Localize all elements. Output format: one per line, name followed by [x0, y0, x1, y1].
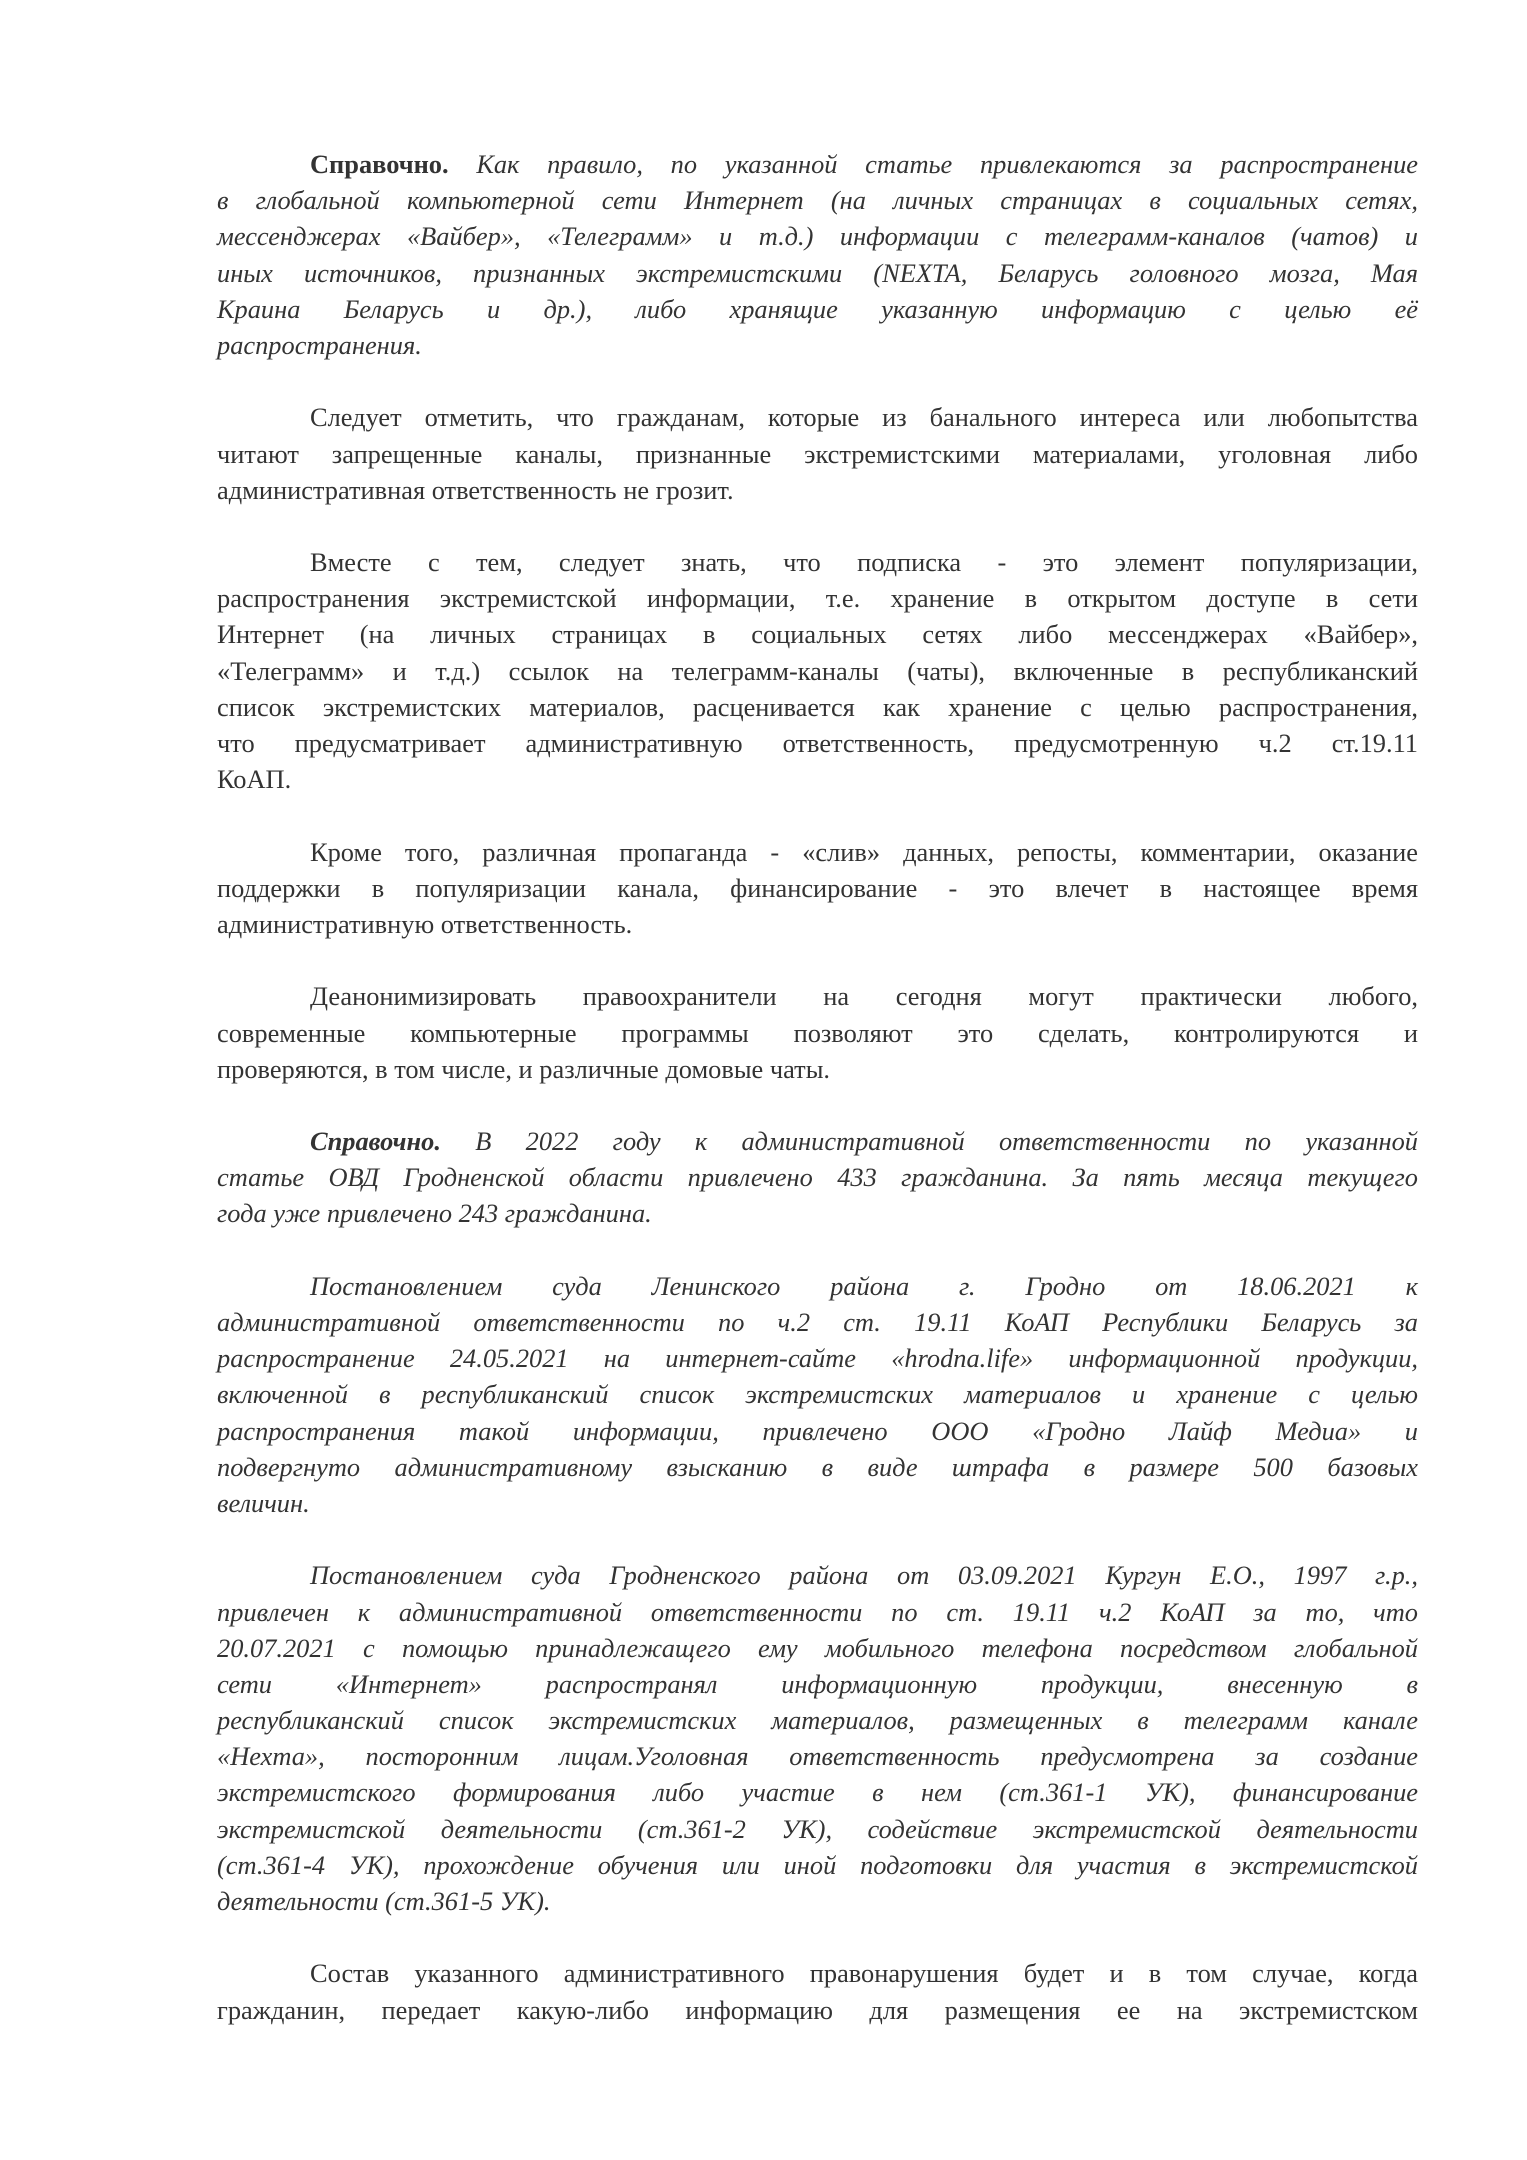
paragraph-reference-note-2-statistics: [217, 1123, 1418, 1232]
text-line: [217, 1847, 1418, 1883]
text-line-content: [217, 1340, 1418, 1376]
text-line: [217, 906, 1418, 942]
text-segment: величин.: [217, 1487, 310, 1518]
paragraph-no-liability-for-reading: [217, 399, 1418, 508]
text-line: [217, 1304, 1418, 1340]
text-line-content: [217, 689, 1418, 725]
paragraph-offense-composition: [217, 1955, 1418, 2027]
text-segment: распространение 24.05.2021 на интернет-сайте «hrodna.life» информационной продукции,: [217, 1343, 1418, 1374]
text-line: [217, 834, 1418, 870]
text-line-content: [217, 1413, 1418, 1449]
text-line-content: [217, 218, 1418, 254]
text-line: [217, 1340, 1418, 1376]
text-line-content: [310, 1268, 1418, 1304]
text-segment: административную ответственность.: [217, 908, 633, 939]
text-segment: распространения экстремистской информации, т.е. хранение в открытом доступе в сети: [217, 583, 1418, 614]
text-line-content: [217, 616, 1418, 652]
text-line: [217, 472, 1418, 508]
text-line: [217, 1268, 1418, 1304]
paragraph-reference-note-1: [217, 146, 1418, 363]
text-line-content: [310, 399, 1418, 435]
text-line-content: [217, 182, 1418, 218]
text-segment: привлечен к административной ответственности по ст. 19.11 ч.2 КоАП за то, что: [217, 1596, 1418, 1627]
text-segment: список экстремистских материалов, расценивается как хранение с целью распространения,: [217, 691, 1418, 722]
bold-lead-label: Справочно.: [310, 149, 449, 179]
text-segment: проверяются, в том числе, и различные домовые чаты.: [217, 1053, 831, 1084]
text-line: [217, 653, 1418, 689]
text-segment: Интернет (на личных страницах в социальных сетях либо мессенджерах «Вайбер»,: [217, 619, 1418, 650]
text-line-content: [310, 1557, 1418, 1593]
text-line-content: [217, 472, 1418, 508]
text-line-content: [217, 1774, 1418, 1810]
text-segment: Краина Беларусь и др.), либо хранящие указанную информацию с целью её: [217, 293, 1418, 324]
text-line-content: [217, 653, 1418, 689]
text-line: [217, 870, 1418, 906]
text-line-content: [217, 1304, 1418, 1340]
text-line-content: [217, 1051, 1418, 1087]
text-line-content: [217, 1702, 1418, 1738]
text-line-content: [217, 1485, 1418, 1521]
text-line-content: [217, 725, 1418, 761]
text-segment: распространения.: [217, 329, 422, 360]
text-line: [217, 218, 1418, 254]
text-line-content: [217, 436, 1418, 472]
text-line-content: [217, 761, 1418, 797]
text-segment: Как правило, по указанной статье привлекаются за распространение: [448, 149, 1418, 179]
paragraph-case-kurgun-and-criminal-liability: [217, 1557, 1418, 1919]
text-segment: Вместе с тем, следует знать, что подписка - это элемент популяризации,: [310, 547, 1418, 578]
text-segment: (ст.361-4 УК), прохождение обучения или иной подготовки для участия в экстремистской: [217, 1849, 1418, 1880]
text-segment: экстремистского формирования либо участие в нем (ст.361-1 УК), финансирование: [217, 1777, 1418, 1808]
text-line-content: [217, 255, 1418, 291]
text-line: [217, 1992, 1418, 2028]
text-line: [217, 761, 1418, 797]
text-segment: КоАП.: [217, 764, 292, 795]
text-line: [217, 1774, 1418, 1810]
text-segment: административная ответственность не грозит.: [217, 474, 734, 505]
document-body: [217, 146, 1418, 2064]
text-line: [217, 616, 1418, 652]
text-segment: сети «Интернет» распространял информационную продукции, внесенную в: [217, 1668, 1418, 1699]
text-line-content: [217, 1811, 1418, 1847]
text-segment: что предусматривает административную ответственность, предусмотренную ч.2 ст.19.11: [217, 728, 1418, 758]
text-line-content: [217, 1159, 1418, 1195]
text-line: [217, 1702, 1418, 1738]
text-line-content: [217, 1449, 1418, 1485]
text-line: [217, 255, 1418, 291]
text-line-content: [217, 1738, 1418, 1774]
text-line-content: [217, 906, 1418, 942]
text-line-content: [217, 291, 1418, 327]
text-line: [217, 1485, 1418, 1521]
text-line: [217, 1376, 1418, 1412]
text-segment: включенной в республиканский список экстремистских материалов и хранение с целью: [217, 1379, 1418, 1410]
text-line-content: [217, 870, 1418, 906]
text-segment: распространения такой информации, привлечено ООО «Гродно Лайф Медиа» и: [217, 1415, 1418, 1446]
text-line-content: [217, 580, 1418, 616]
text-line: [217, 1738, 1418, 1774]
text-line: [217, 1449, 1418, 1485]
text-segment: Состав указанного административного правонарушения будет и в том случае, когда: [310, 1958, 1418, 1989]
text-segment: Деанонимизировать правоохранители на сегодня могут практически любого,: [310, 981, 1418, 1012]
text-segment: Постановлением суда Гродненского района от 03.09.2021 Кургун Е.О., 1997 г.р.,: [310, 1560, 1418, 1591]
text-line-content: [217, 1594, 1418, 1630]
text-line: [217, 182, 1418, 218]
bold-lead-label: Справочно.: [310, 1126, 441, 1157]
text-line: [217, 580, 1418, 616]
text-line: [217, 1955, 1418, 1991]
text-line-content: [217, 1630, 1418, 1666]
text-line: [217, 1666, 1418, 1702]
text-segment: «Телеграмм» и т.д.) ссылок на телеграмм-каналы (чаты), включенные в республиканский: [217, 655, 1418, 686]
paragraph-deanonymization: [217, 978, 1418, 1087]
text-segment: в глобальной компьютерной сети Интернет (на личных страницах в социальных сетях,: [217, 185, 1418, 216]
text-segment: года уже привлечено 243 гражданина.: [217, 1198, 652, 1229]
text-segment: деятельности (ст.361-5 УК).: [217, 1886, 551, 1916]
text-line: [217, 1051, 1418, 1087]
text-line-content: [217, 1666, 1418, 1702]
text-segment: Следует отметить, что гражданам, которые из банального интереса или любопытства: [310, 402, 1418, 433]
text-line: [217, 1883, 1418, 1919]
text-line-content: [310, 146, 1418, 182]
text-line-content: [310, 834, 1418, 870]
text-line: [217, 1630, 1418, 1666]
text-line-content: [217, 1847, 1418, 1883]
text-line: [217, 1413, 1418, 1449]
text-segment: Кроме того, различная пропаганда - «слив» данных, репосты, комментарии, оказание: [310, 836, 1418, 867]
text-segment: административной ответственности по ч.2 ст. 19.11 КоАП Республики Беларусь за: [217, 1307, 1418, 1337]
text-segment: республиканский список экстремистских материалов, размещенных в телеграмм канале: [217, 1705, 1418, 1736]
text-line: [217, 1811, 1418, 1847]
text-line: [217, 1594, 1418, 1630]
text-line: [217, 399, 1418, 435]
text-line-content: [310, 978, 1418, 1014]
text-line-content: [217, 1195, 1418, 1231]
text-line: [217, 1159, 1418, 1195]
text-line: [217, 146, 1418, 182]
text-line-content: [217, 327, 1418, 363]
text-segment: В 2022 году к административной ответственности по указанной: [440, 1126, 1418, 1157]
text-line: [217, 436, 1418, 472]
text-segment: подвергнуто административному взысканию в виде штрафа в размере 500 базовых: [217, 1451, 1418, 1482]
text-line-content: [310, 1955, 1418, 1991]
text-line: [217, 1123, 1418, 1159]
text-segment: статье ОВД Гродненской области привлечено 433 гражданина. За пять месяца текущего: [217, 1162, 1418, 1193]
text-segment: читают запрещенные каналы, признанные экстремистскими материалами, уголовная либо: [217, 438, 1418, 469]
text-line: [217, 689, 1418, 725]
paragraph-propaganda-liability: [217, 834, 1418, 943]
text-segment: поддержки в популяризации канала, финансирование - это влечет в настоящее время: [217, 872, 1418, 903]
text-segment: иных источников, признанных экстремистскими (NEXTA, Беларусь головного мозга, Мая: [217, 257, 1418, 288]
text-line-content: [217, 1883, 1418, 1919]
text-line: [217, 1195, 1418, 1231]
text-segment: экстремистской деятельности (ст.361-2 УК), содействие экстремистской деятельности: [217, 1813, 1418, 1844]
paragraph-case-grodno-life-media: [217, 1268, 1418, 1521]
text-line-content: [310, 1123, 1418, 1159]
text-line: [217, 1557, 1418, 1593]
text-line: [217, 291, 1418, 327]
text-line: [217, 327, 1418, 363]
text-segment: мессенджерах «Вайбер», «Телеграмм» и т.д.) информации с телеграмм-каналов (чатов) и: [217, 221, 1418, 252]
text-line: [217, 725, 1418, 761]
text-line-content: [310, 544, 1418, 580]
text-line-content: [217, 1992, 1418, 2028]
text-segment: современные компьютерные программы позволяют это сделать, контролируются и: [217, 1017, 1418, 1048]
text-line-content: [217, 1015, 1418, 1051]
text-line: [217, 978, 1418, 1014]
text-line: [217, 1015, 1418, 1051]
text-segment: 20.07.2021 с помощью принадлежащего ему мобильного телефона посредством глобальной: [217, 1632, 1418, 1663]
text-line-content: [217, 1376, 1418, 1412]
text-line: [217, 544, 1418, 580]
text-segment: гражданин, передает какую-либо информацию для размещения ее на экстремистском: [217, 1994, 1418, 2025]
text-segment: «Нехта», посторонним лицам.Уголовная ответственность предусмотрена за создание: [217, 1741, 1418, 1772]
paragraph-subscription-as-popularization: [217, 544, 1418, 797]
text-segment: Постановлением суда Ленинского района г. Гродно от 18.06.2021 к: [310, 1270, 1418, 1301]
